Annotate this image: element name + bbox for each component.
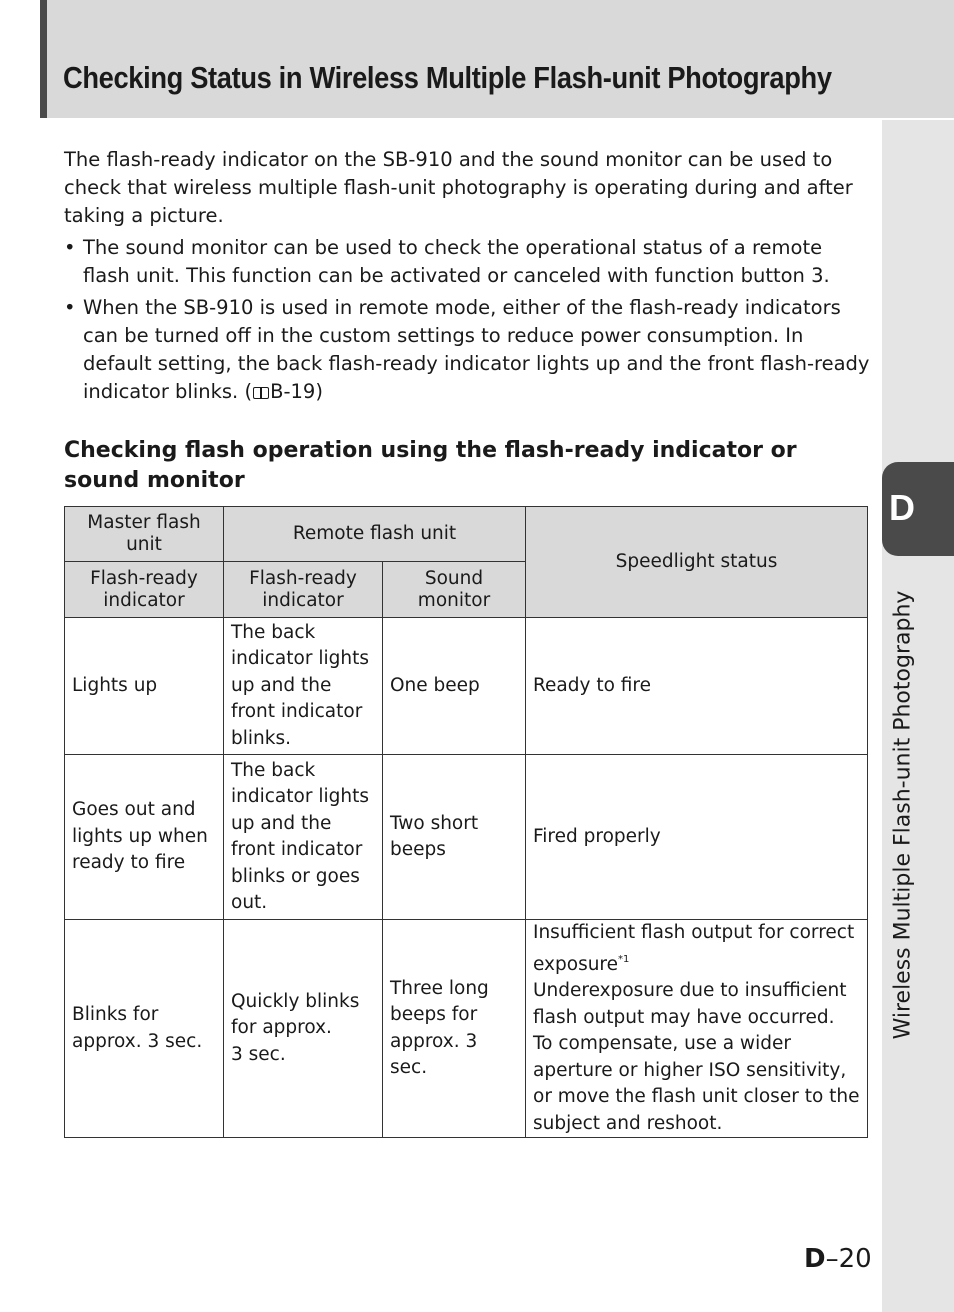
cell-master: Goes out and lights up when ready to fire	[65, 755, 224, 920]
list-item	[64, 234, 870, 290]
chapter-side-label: Wireless Multiple Flash-unit Photography	[890, 590, 916, 1040]
status-line: Insufficient flash output for correct exposure	[533, 922, 855, 975]
page-number-value: –20	[825, 1244, 872, 1274]
bullet-text-end: )	[315, 380, 323, 403]
bullet-text: The sound monitor can be used to check the operational status of a remote flash unit. This function can be activated or canceled with function button 3.	[83, 236, 830, 287]
cell-sound: One beep	[383, 618, 526, 755]
section-heading: Checking flash operation using the flash-ready indicator or sound monitor	[64, 438, 797, 493]
cell-master: Blinks for approx. 3 sec.	[65, 920, 224, 1138]
bullet-list	[64, 234, 870, 410]
cell-status: Fired properly	[526, 755, 868, 920]
cell-remote: The back indicator lights up and the front indicator blinks.	[224, 618, 383, 755]
cell-status	[526, 920, 868, 1138]
page-number-letter: D	[804, 1244, 826, 1274]
cell-remote: The back indicator lights up and the front indicator blinks or goes out.	[224, 755, 383, 920]
bullet-icon: •	[64, 296, 76, 319]
bullet-text: When the SB-910 is used in remote mode, either of the flash-ready indicators can be turned off in the custom settings to reduce power consumption. In default setting, the back flash-ready indicator lights up and the front flash-ready indicator blinks. (	[83, 296, 870, 403]
intro-paragraph: The flash-ready indicator on the SB-910 and the sound monitor can be used to check that wireless multiple flash-unit photography is operating during and after taking a picture.	[64, 148, 853, 227]
table-row	[65, 755, 868, 920]
cell-master: Lights up	[65, 618, 224, 755]
table-header-row	[65, 507, 868, 562]
flash-status-table	[64, 506, 868, 1138]
footnote-marker: *1	[618, 953, 630, 965]
table-row	[65, 618, 868, 755]
table-row	[65, 920, 868, 1138]
cell-sound: Two short beeps	[383, 755, 526, 920]
header-band	[40, 0, 954, 118]
book-reference-icon	[253, 387, 269, 399]
header-master: Master flash unit	[65, 507, 224, 562]
cell-status: Ready to fire	[526, 618, 868, 755]
cell-remote-line: Quickly blinks for approx.	[231, 990, 360, 1039]
status-line: To compensate, use a wider aperture or higher ISO sensitivity, or move the flash unit closer to the subject and reshoot.	[533, 1033, 860, 1134]
chapter-tab-letter: D	[889, 487, 915, 528]
cell-remote	[224, 920, 383, 1138]
cell-sound: Three long beeps for approx. 3 sec.	[383, 920, 526, 1138]
header-remote-indicator: Flash-ready indicator	[224, 562, 383, 618]
header-status: Speedlight status	[526, 507, 868, 618]
page-reference: B-19	[270, 380, 316, 403]
bullet-icon: •	[64, 236, 76, 259]
header-accent-bar	[40, 0, 47, 118]
list-item	[64, 294, 870, 406]
page-title: Checking Status in Wireless Multiple Flash-unit Photography	[63, 60, 832, 95]
page-number	[804, 1244, 872, 1274]
header-master-indicator: Flash-ready indicator	[65, 562, 224, 618]
cell-remote-line: 3 sec.	[231, 1043, 286, 1065]
header-remote: Remote flash unit	[224, 507, 526, 562]
status-line: Underexposure due to insufficient flash output may have occurred.	[533, 980, 847, 1028]
header-sound-monitor: Sound monitor	[383, 562, 526, 618]
